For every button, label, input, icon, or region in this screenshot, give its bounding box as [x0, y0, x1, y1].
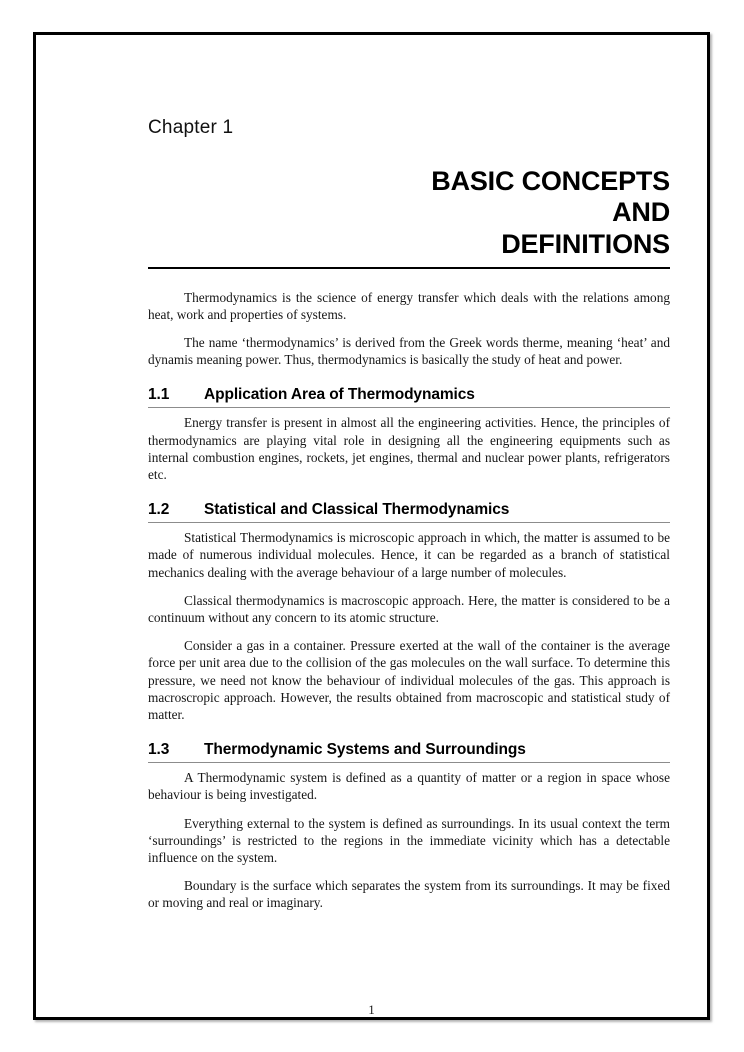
page-title [148, 166, 670, 261]
section-1-3 [148, 741, 670, 911]
title-line-2: AND [612, 197, 670, 228]
section-title: Application Area of Thermodynamics [204, 386, 475, 404]
section-title: Thermodynamic Systems and Surroundings [204, 741, 526, 759]
section-1-1 [148, 386, 670, 483]
title-line-3: DEFINITIONS [501, 228, 670, 259]
intro-block [148, 289, 670, 369]
section-divider [148, 407, 670, 408]
chapter-label: Chapter 1 [148, 117, 234, 138]
section-number: 1.1 [148, 386, 170, 404]
page-content [148, 117, 670, 923]
section-title: Statistical and Classical Thermodynamics [204, 501, 510, 519]
section-number: 1.3 [148, 741, 170, 759]
page-border-frame [33, 32, 710, 1020]
paragraph: Consider a gas in a container. Pressure exerted at the wall of the container is the average force per unit area due to the collision of the gas molecules on the wall surface. To determine this pressure, we need not know the behaviour of individual molecules of the gas. This approach is macroscropic approach. However, the results obtained from macroscopic and statistical study of matter. [148, 638, 670, 722]
section-heading [148, 386, 670, 404]
paragraph: Classical thermodynamics is macroscopic approach. Here, the matter is considered to be a continuum without any concern to its atomic structure. [148, 592, 670, 625]
section-divider [148, 762, 670, 763]
paragraph: Energy transfer is present in almost all the engineering activities. Hence, the principles of thermodynamics are playing vital role in designing all the engineering equipments such as internal combustion engines, rockets, jet engines, thermal and nuclear power plants, refrigerators etc. [148, 415, 670, 482]
page-number: 1 [368, 1002, 375, 1017]
section-divider [148, 522, 670, 523]
section-heading [148, 501, 670, 519]
paragraph: Statistical Thermodynamics is microscopic approach in which, the matter is assumed to be made of numerous individual molecules. Hence, it can be regarded as a branch of statistical mechanics dealing with the average behaviour of a large number of molecules. [148, 530, 670, 580]
paragraph: The name ‘thermodynamics’ is derived from the Greek words therme, meaning ‘heat’ and dynamis meaning power. Thus, thermodynamics is basically the study of heat and power. [148, 334, 670, 368]
paragraph: A Thermodynamic system is defined as a quantity of matter or a region in space whose behaviour is being investigated. [148, 770, 670, 803]
section-number: 1.2 [148, 501, 170, 519]
paragraph: Thermodynamics is the science of energy transfer which deals with the relations among heat, work and properties of systems. [148, 289, 670, 322]
title-line-1: BASIC CONCEPTS [431, 165, 670, 196]
paragraph: Boundary is the surface which separates the system from its surroundings. It may be fixed or moving and real or imaginary. [148, 878, 670, 911]
section-1-2 [148, 501, 670, 723]
paragraph: Everything external to the system is defined as surroundings. In its usual context the term ‘surroundings’ is restricted to the regions in the immediate vicinity which has a detectable influence on the system. [148, 815, 670, 865]
title-divider [148, 267, 670, 269]
section-heading [148, 741, 670, 759]
